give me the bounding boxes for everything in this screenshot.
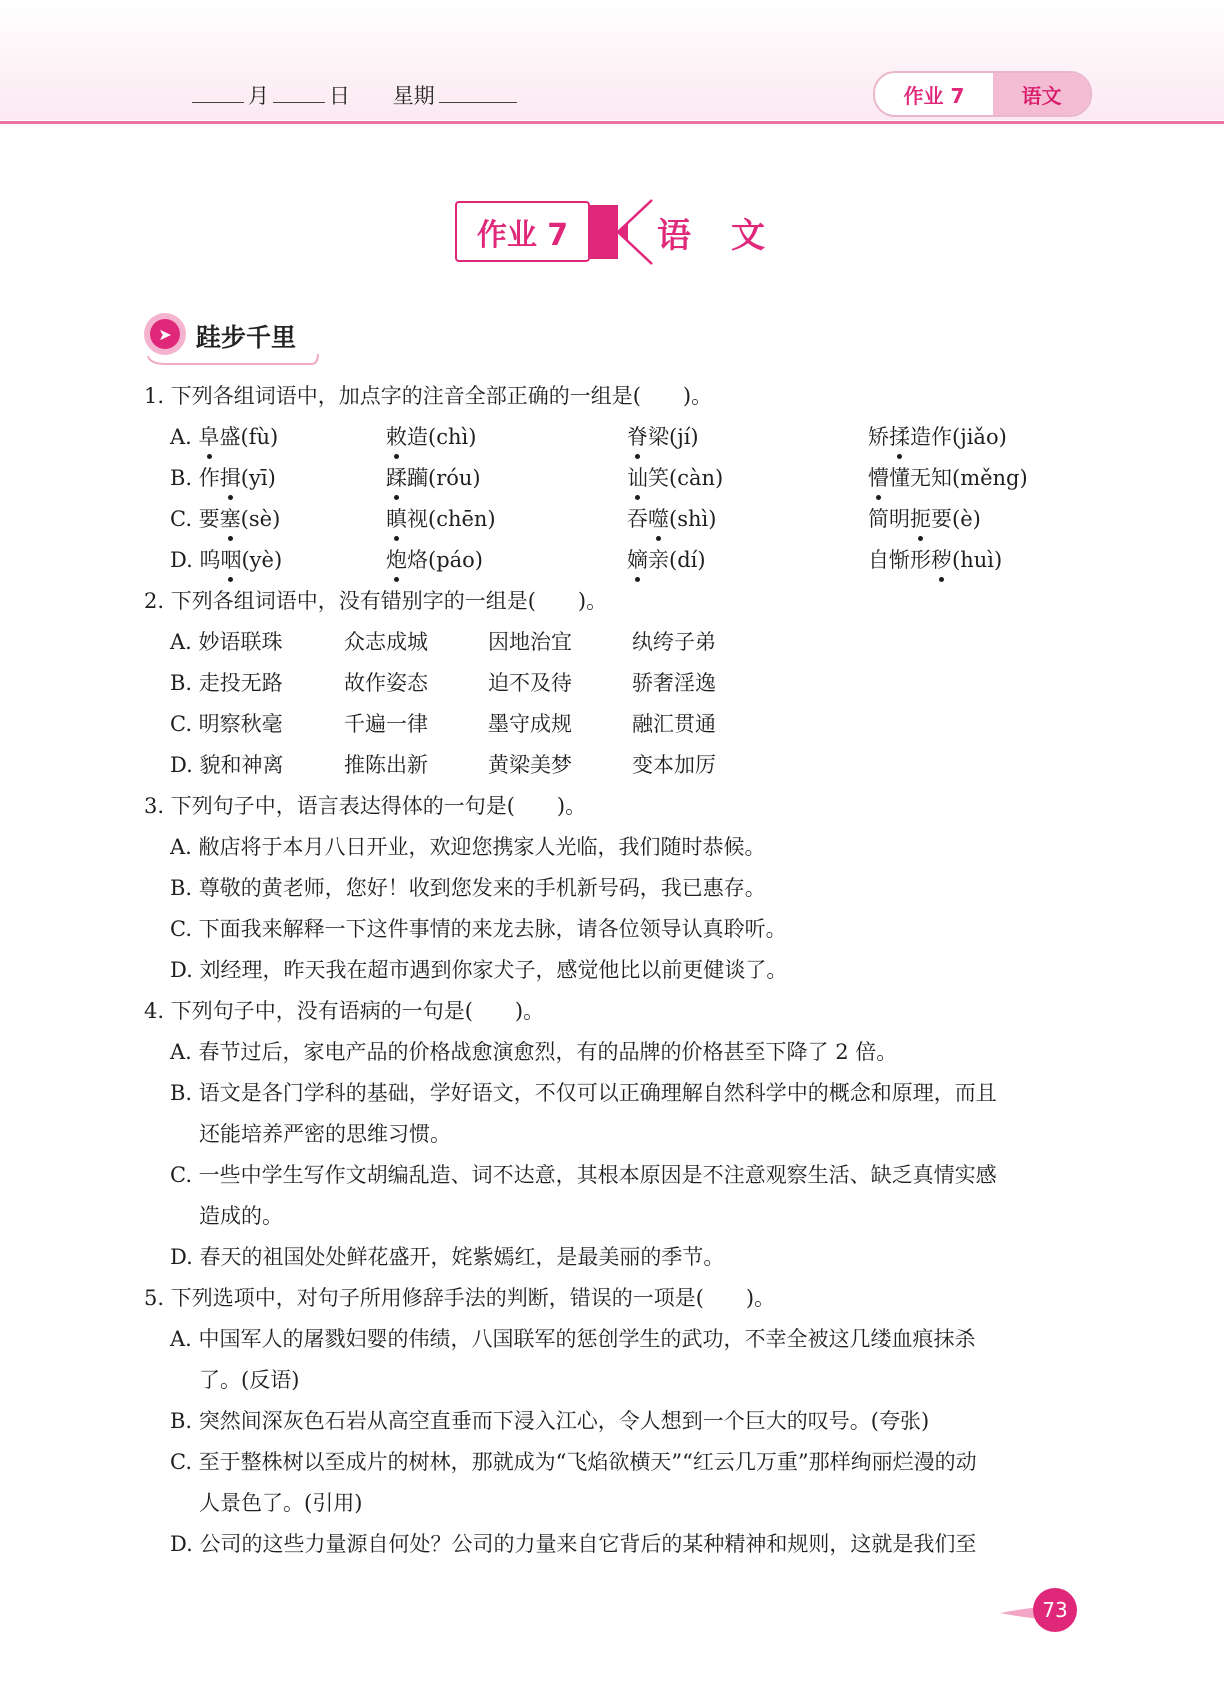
q2-a-4: 纨绔子弟 bbox=[632, 630, 716, 654]
q2-b-2: 故作姿态 bbox=[344, 671, 428, 695]
title-subject: 语文 bbox=[657, 216, 805, 256]
q1-d-1: D. 呜咽(yè) bbox=[170, 544, 282, 574]
header-tag bbox=[873, 71, 1092, 117]
q1-b-3: 讪笑(càn) bbox=[627, 462, 723, 492]
q1-a-3: 脊梁(jí) bbox=[627, 421, 699, 451]
header-divider bbox=[0, 121, 1224, 124]
q4-option-b-line1: B. 语文是各门学科的基础，学好语文，不仅可以正确理解自然科学中的概念和原理，而且 bbox=[170, 1081, 997, 1105]
q4-option-c-line1: C. 一些中学生写作文胡编乱造、词不达意，其根本原因是不注意观察生活、缺乏真情实感 bbox=[170, 1163, 997, 1187]
section-title: 跬步千里 bbox=[196, 323, 297, 352]
q5-option-a-line2: 了。(反语) bbox=[199, 1368, 300, 1392]
q1-d-3: 嫡亲(dí) bbox=[627, 544, 706, 574]
q2-c-1: C. 明察秋毫 bbox=[170, 712, 283, 736]
q5-option-b: B. 突然间深灰色石岩从高空直垂而下浸入江心，令人想到一个巨大的叹号。(夸张) bbox=[170, 1409, 930, 1433]
header-date-fields bbox=[188, 80, 521, 110]
title-homework: 作业 7 bbox=[455, 201, 590, 262]
q1-b-1: B. 作揖(yī) bbox=[170, 462, 276, 492]
q2-b-4: 骄奢淫逸 bbox=[632, 671, 716, 695]
q2-c-3: 墨守成规 bbox=[488, 712, 572, 736]
q2-c-2: 千遍一律 bbox=[344, 712, 428, 736]
q3-option-a: A. 敝店将于本月八日开业，欢迎您携家人光临，我们随时恭候。 bbox=[170, 835, 766, 859]
q3-stem: 3. 下列句子中，语言表达得体的一句是( )。 bbox=[144, 794, 587, 818]
q1-c-1: C. 要塞(sè) bbox=[170, 503, 280, 533]
q1-a-1-dotted: 阜 bbox=[199, 421, 220, 451]
q4-option-b-line2: 还能培养严密的思维习惯。 bbox=[199, 1122, 451, 1146]
q2-b-3: 迫不及待 bbox=[488, 671, 572, 695]
q1-c-3: 吞噬(shì) bbox=[627, 503, 716, 533]
chevron-right-icon: ➤ bbox=[150, 319, 180, 349]
q1-a-4: 矫揉造作(jiǎo) bbox=[868, 421, 1007, 451]
q1-c-2: 瞋视(chēn) bbox=[386, 503, 496, 533]
q4-option-a: A. 春节过后，家电产品的价格战愈演愈烈，有的品牌的价格甚至下降了 2 倍。 bbox=[170, 1040, 898, 1064]
q2-a-3: 因地治宜 bbox=[488, 630, 572, 654]
q4-stem: 4. 下列句子中，没有语病的一句是( )。 bbox=[144, 999, 545, 1023]
q2-b-1: B. 走投无路 bbox=[170, 671, 283, 695]
q1-c-4: 简明扼要(è) bbox=[868, 503, 981, 533]
q5-option-d-line1: D. 公司的这些力量源自何处？公司的力量来自它背后的某种精神和规则，这就是我们至 bbox=[170, 1532, 977, 1556]
q3-option-d: D. 刘经理，昨天我在超市遇到你家犬子，感觉他比以前更健谈了。 bbox=[170, 958, 788, 982]
q1-d-4: 自惭形秽(huì) bbox=[868, 544, 1002, 574]
header-tag-homework: 作业 7 bbox=[903, 83, 965, 108]
q1-a-2: 敕造(chì) bbox=[386, 421, 476, 451]
title-wedge-decoration bbox=[612, 198, 656, 266]
section-underline bbox=[146, 352, 321, 368]
q3-option-c: C. 下面我来解释一下这件事情的来龙去脉，请各位领导认真聆听。 bbox=[170, 917, 787, 941]
q1-d-2: 炮烙(páo) bbox=[386, 544, 483, 574]
q1-b-4: 懵懂无知(měng) bbox=[868, 462, 1028, 492]
q5-option-a-line1: A. 中国军人的屠戮妇婴的伟绩，八国联军的惩创学生的武功，不幸全被这几缕血痕抹杀 bbox=[170, 1327, 976, 1351]
q2-a-1: A. 妙语联珠 bbox=[170, 630, 283, 654]
header-tag-subject: 语文 bbox=[993, 73, 1090, 115]
q2-a-2: 众志成城 bbox=[344, 630, 428, 654]
q1-a-1: A. 阜盛(fù) bbox=[170, 421, 278, 451]
q2-d-1: D. 貌和神离 bbox=[170, 753, 284, 777]
day-label: 日 bbox=[329, 84, 350, 108]
month-label: 月 bbox=[248, 84, 269, 108]
q3-option-b: B. 尊敬的黄老师，您好！收到您发来的手机新号码，我已惠存。 bbox=[170, 876, 766, 900]
weekday-blank[interactable] bbox=[439, 84, 517, 103]
q2-stem: 2. 下列各组词语中，没有错别字的一组是( )。 bbox=[144, 589, 608, 613]
q2-c-4: 融汇贯通 bbox=[632, 712, 716, 736]
day-blank[interactable] bbox=[273, 84, 325, 103]
q2-d-3: 黄梁美梦 bbox=[488, 753, 572, 777]
q4-option-c-line2: 造成的。 bbox=[199, 1204, 283, 1228]
q1-stem: 1. 下列各组词语中，加点字的注音全部正确的一组是( )。 bbox=[144, 384, 713, 408]
q4-option-d: D. 春天的祖国处处鲜花盛开，姹紫嫣红，是最美丽的季节。 bbox=[170, 1245, 725, 1269]
q2-d-2: 推陈出新 bbox=[344, 753, 428, 777]
q1-b-2: 蹂躏(róu) bbox=[386, 462, 481, 492]
q2-d-4: 变本加厉 bbox=[632, 753, 716, 777]
q5-option-c-line1: C. 至于整株树以至成片的树林，那就成为“飞焰欲横天”“红云几万重”那样绚丽烂漫的动 bbox=[170, 1450, 977, 1474]
q5-option-c-line2: 人景色了。(引用) bbox=[199, 1491, 363, 1515]
section-arrow-icon bbox=[144, 313, 186, 355]
month-blank[interactable] bbox=[192, 84, 244, 103]
page-number: 73 bbox=[1033, 1588, 1077, 1632]
q5-stem: 5. 下列选项中，对句子所用修辞手法的判断，错误的一项是( )。 bbox=[144, 1286, 776, 1310]
weekday-label: 星期 bbox=[392, 84, 435, 108]
